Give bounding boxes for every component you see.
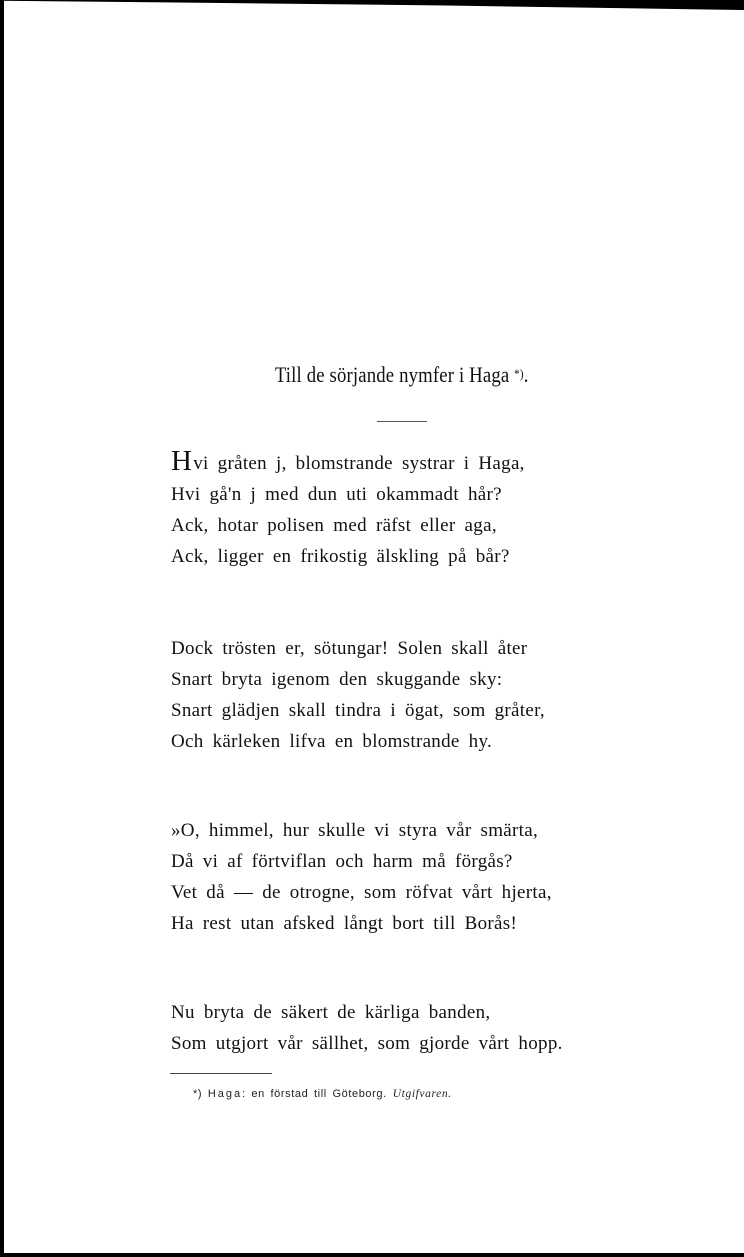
drop-cap: H [171,445,193,477]
stanza-3 [171,815,631,939]
verse-line: Då vi af förtviflan och harm må förgås? [171,851,513,872]
stanza-4 [171,997,631,1059]
verse-line: Snart glädjen skall tindra i ögat, som gråter, [171,700,545,721]
verse-line: Ha rest utan afsked långt bort till Borås! [171,913,518,934]
verse-line: Ack, hotar polisen med räfst eller aga, [171,515,497,536]
stanza-2 [171,633,631,757]
scan-border-top [0,0,744,10]
footnote-term: Haga [207,1088,243,1100]
stanza-1 [171,445,631,572]
verse-line: »O, himmel, hur skulle vi styra vår smärta, [171,820,538,841]
verse-line-text: vi gråten j, blomstrande systrar i Haga, [193,453,525,474]
title-footnote-mark: *) [514,366,524,381]
verse-line [171,445,631,479]
footnote [193,1088,452,1100]
verse-line: Hvi gå'n j med dun uti okammadt hår? [171,484,502,505]
verse-line: Nu bryta de säkert de kärliga banden, [171,1002,491,1023]
verse-line: Dock trösten er, sötungar! Solen skall åter [171,638,528,659]
footnote-text: : en förstad till Göteborg. [242,1088,387,1100]
footnote-divider [170,1073,272,1074]
scan-border-left [0,0,4,1257]
scan-border-bottom [0,1253,744,1257]
verse-line: Vet då — de otrogne, som röfvat vårt hjerta, [171,882,552,903]
poem-title [60,362,743,388]
poem-title-text: Till de sörjande nymfer i Haga [274,362,510,387]
title-divider [377,421,427,422]
footnote-attribution: Utgifvaren. [392,1088,452,1100]
title-suffix: . [523,362,529,387]
verse-line: Ack, ligger en frikostig älskling på bår? [171,546,510,567]
verse-line: Som utgjort vår sällhet, som gjorde vårt hopp. [171,1033,563,1054]
footnote-mark: *) [193,1088,203,1100]
verse-line: Snart bryta igenom den skuggande sky: [171,669,503,690]
verse-line: Och kärleken lifva en blomstrande hy. [171,731,493,752]
